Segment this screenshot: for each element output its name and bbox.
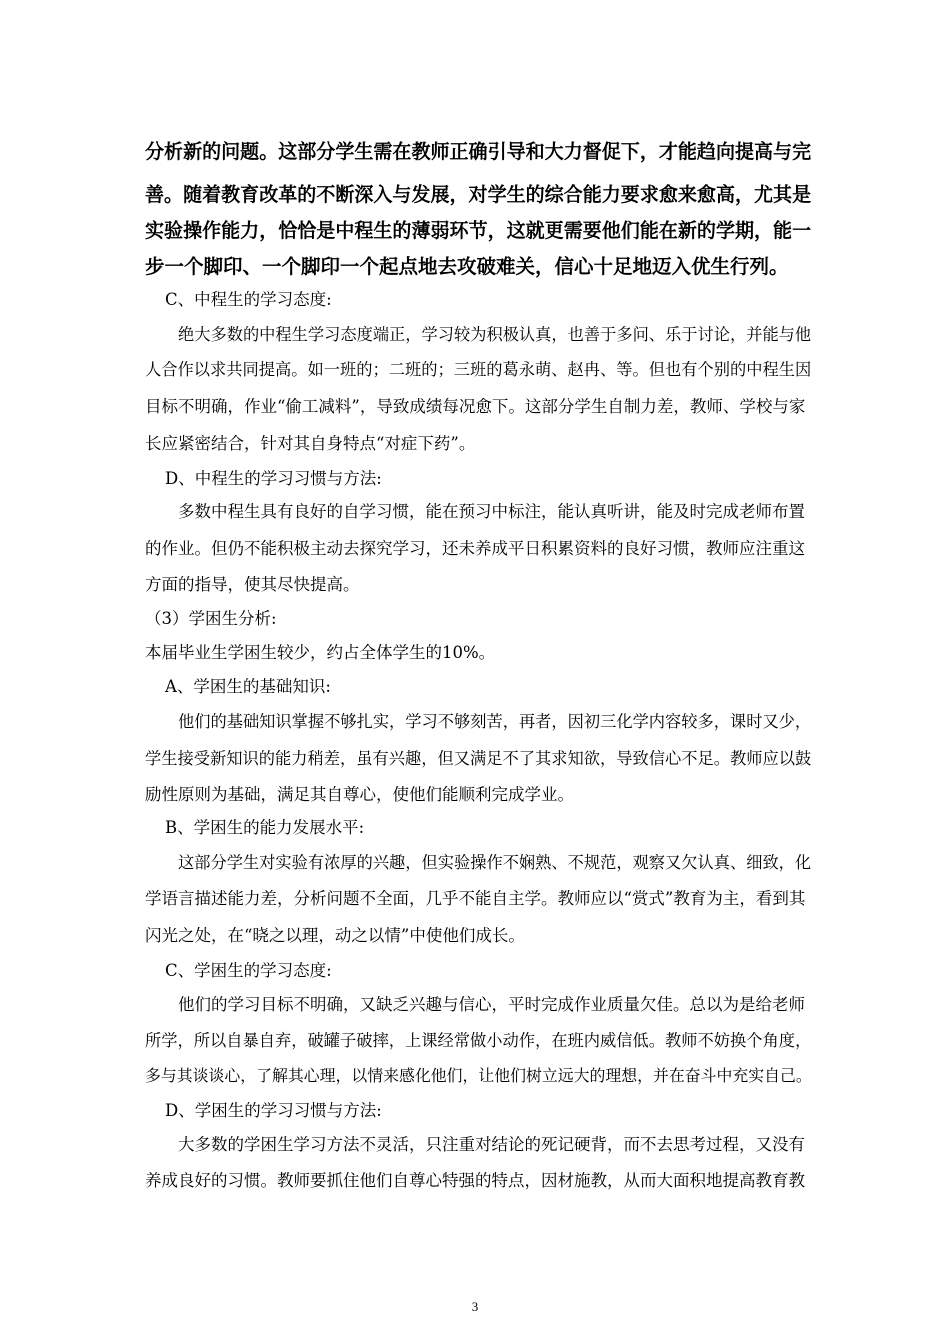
paragraph-line: 本届毕业生学困生较少，约占全体学生的10%。 — [145, 643, 496, 662]
section-heading: D、中程生的学习习惯与方法: — [165, 469, 382, 488]
section-heading: B、学困生的能力发展水平: — [165, 818, 365, 837]
paragraph-line: 目标不明确，作业“偷工减料”，导致成绩每况愈下。这部分学生自制力差，教师、学校与家 — [145, 397, 806, 416]
section-heading: D、学困生的学习习惯与方法: — [165, 1101, 382, 1120]
paragraph-line: 大多数的学困生学习方法不灵活，只注重对结论的死记硬背，而不去思考过程，又没有 — [178, 1135, 805, 1154]
paragraph-line: 分析新的问题。这部分学生需在教师正确引导和大力督促下，才能趋向提高与完 — [145, 141, 812, 163]
paragraph-line: 步一个脚印、一个脚印一个起点地去攻破难关，信心十足地迈入优生行列。 — [145, 255, 789, 278]
section-heading: C、学困生的学习态度: — [165, 961, 332, 980]
paragraph-line: 所学，所以自暴自弃，破罐子破摔，上课经常做小动作，在班内威信低。教师不妨换个角度， — [145, 1031, 812, 1050]
paragraph-line: 他们的学习目标不明确，又缺乏兴趣与信心，平时完成作业质量欠佳。总以为是给老师 — [178, 995, 805, 1014]
paragraph-line: 人合作以求共同提高。如一班的；二班的；三班的葛永萌、赵冉、等。但也有个别的中程生因 — [145, 360, 812, 379]
paragraph-line: 多与其谈谈心，了解其心理，以情来感化他们，让他们树立远大的理想，并在奋斗中充实自己。 — [145, 1066, 812, 1085]
page-number: 3 — [471, 1299, 479, 1314]
paragraph-line: 学生接受新知识的能力稍差，虽有兴趣，但又满足不了其求知欲，导致信心不足。教师应以鼓 — [145, 749, 812, 768]
section-heading: （3）学困生分析: — [145, 609, 277, 628]
section-heading: C、中程生的学习态度: — [165, 290, 332, 309]
paragraph-line: 励性原则为基础，满足其自尊心，使他们能顺利完成学业。 — [145, 785, 574, 804]
paragraph-line: 善。随着教育改革的不断深入与发展，对学生的综合能力要求愈来愈高，尤其是 — [145, 184, 812, 206]
paragraph-line: 学语言描述能力差，分析问题不全面，几乎不能自主学。教师应以“赏式”教育为主，看到其 — [145, 889, 806, 908]
paragraph-line: 他们的基础知识掌握不够扎实，学习不够刻苦，再者，因初三化学内容较多，课时又少， — [178, 712, 812, 731]
paragraph-line: 这部分学生对实验有浓厚的兴趣，但实验操作不娴熟、不规范，观察又欠认真、细致，化 — [178, 853, 812, 872]
paragraph-line: 多数中程生具有良好的自学习惯，能在预习中标注，能认真听讲，能及时完成老师布置 — [178, 502, 805, 521]
paragraph-line: 闪光之处，在“晓之以理，动之以情”中使他们成长。 — [145, 926, 525, 945]
paragraph-line: 绝大多数的中程生学习态度端正，学习较为积极认真，也善于多问、乐于讨论，并能与他 — [178, 325, 812, 344]
paragraph-line: 方面的指导，使其尽快提高。 — [145, 575, 360, 594]
paragraph-line: 养成良好的习惯。教师要抓住他们自尊心特强的特点，因材施教，从而大面积地提高教育教 — [145, 1171, 805, 1190]
paragraph-line: 实验操作能力，恰恰是中程生的薄弱环节，这就更需要他们能在新的学期，能一 — [145, 220, 812, 242]
paragraph-line: 的作业。但仍不能积极主动去探究学习，还未养成平日积累资料的良好习惯，教师应注重这 — [145, 539, 805, 558]
paragraph-line: 长应紧密结合，针对其自身特点“对症下药”。 — [145, 434, 476, 453]
section-heading: A、学困生的基础知识: — [165, 677, 331, 696]
